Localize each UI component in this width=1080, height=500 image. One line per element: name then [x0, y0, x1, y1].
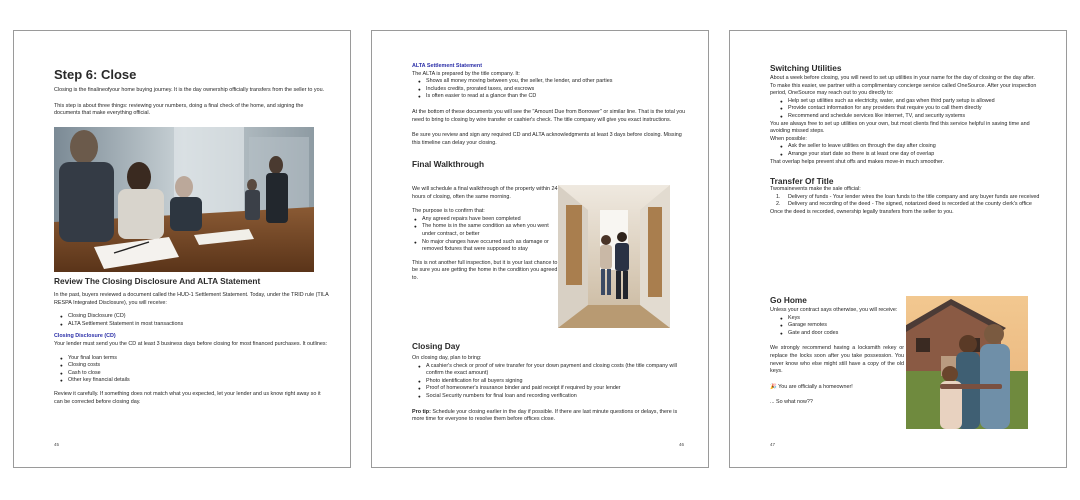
alta-paragraph-3: Be sure you review and sign any required CD and ALTA acknowledgments at least 3 days before closing. Missing this timeline can delay your closing. — [412, 132, 682, 146]
intro-text-2: This step is about three things: reviewing your numbers, doing a final check of the home, and signing the documents that make everything official. — [54, 102, 304, 117]
cd-heading: Closing Disclosure (CD) — [54, 333, 116, 340]
alta-heading: ALTA Settlement Statement — [412, 63, 482, 69]
list-item: ● Photo identification for all buyers signing — [416, 378, 688, 386]
utilities-text-2: To make this easier, we partner with a complimentary concierge service called OneSource. After your inspection period, OneSource may reach out to you directly to: — [770, 82, 1037, 97]
list-item: ● ALTA Settlement Statement in most transactions — [58, 321, 330, 329]
review-text: In the past, buyers reviewed a document called the HUD-1 Settlement Statement. Today, under the TRID rule (TILA RESPA Integrated Disclosure), you will receive: — [54, 292, 329, 306]
walkthrough-list — [412, 216, 558, 254]
list-item: ● Closing costs — [58, 362, 330, 370]
pro-tip-label: Pro tip: — [412, 408, 431, 415]
page-number: 47 — [770, 442, 776, 447]
pro-tip-text: Schedule your closing earlier in the day if possible. If there are last minute questions or delays, there is more time for everyone to resolve them before offices close. — [412, 408, 678, 423]
transfer-footer: Once the deed is recorded, ownership legally transfers from the seller to you. — [770, 208, 954, 215]
list-item: ● A cashier's check or proof of wire transfer for your down payment and closing costs (the title company will confirm the exact amount) — [416, 363, 688, 378]
list-item: ● Closing Disclosure (CD) — [58, 313, 330, 321]
list-item: ● Includes credits, prorated taxes, and escrows — [416, 86, 688, 94]
homeowner-text: You are officially a homeowner! — [778, 383, 853, 390]
walkthrough-text: We will schedule a final walkthrough of the property within 24 hours of closing, often the same morning. — [412, 186, 558, 200]
transfer-text: Twomainevents make the sale official: — [770, 186, 861, 193]
list-item: ● Is often easier to read at a glance than the CD — [416, 93, 688, 101]
party-icon: 🎉 — [770, 383, 777, 390]
list-item: ● Social Security numbers for final loan and recording verification — [416, 393, 688, 401]
transfer-list — [770, 194, 1046, 209]
review-list — [58, 313, 330, 328]
closing-day-list — [416, 363, 688, 401]
closing-day-text: On closing day, plan to bring: — [412, 355, 482, 361]
closing-meeting-photo — [54, 127, 314, 272]
go-home-paragraph: We strongly recommend having a locksmith rekey or replace the locks soon after you take possession. You never know who else might still have a copy of the old keys. — [770, 345, 904, 375]
list-item: 2. Delivery and recording of the deed - The signed, notarized deed is recorded at the county clerk's office — [776, 201, 1032, 208]
list-item: ● Provide contact information for any providers that require you to call them directly — [778, 105, 1046, 113]
list-item: 1. Delivery of funds - Your lender wires the loan funds to the title company and any buyer funds are received — [776, 193, 1040, 200]
list-item: ● Gate and door codes — [778, 330, 904, 338]
list-item: ● Keys — [778, 315, 904, 323]
utilities-heading: Switching Utilities — [770, 63, 842, 73]
family-home-photo — [906, 296, 1028, 429]
list-item: ● Arrange your start date so there is at least one day of overlap — [778, 151, 1046, 159]
cd-footer: Review it carefully. If something does not match what you expected, let your lender and us know right away so it can be corrected before closing day. — [54, 390, 321, 405]
list-item: ● No major changes have occurred such as damage or removed fixtures that were supposed to stay — [412, 239, 558, 254]
utilities-list-2 — [778, 143, 1046, 158]
walkthrough-heading: Final Walkthrough — [412, 159, 485, 170]
walkthrough-purpose: The purpose is to confirm that: — [412, 208, 485, 215]
alta-text: The ALTA is prepared by the title company. It: — [412, 70, 520, 77]
go-home-heading: Go Home — [770, 295, 807, 305]
list-item: ● Recommend and schedule services like internet, TV, and security systems — [778, 113, 1046, 121]
walkthrough-footer: This is not another full inspection, but it is your last chance to be sure you are getting the home in the condition you agreed to. — [412, 259, 558, 281]
page-45 — [13, 30, 351, 468]
utilities-list — [778, 98, 1046, 121]
utilities-when: When possible: — [770, 135, 807, 142]
list-item: ● Any agreed repairs have been completed — [412, 216, 558, 224]
page-number: 46 — [678, 442, 684, 447]
what-now-text: ... So what now?? — [770, 399, 813, 406]
closing-day-heading: Closing Day — [412, 341, 460, 351]
transfer-heading: Transfer Of Title — [770, 176, 834, 187]
list-item: ● The home is in the same condition as when you went under contract, or better — [412, 223, 558, 238]
list-item: ● Your final loan terms — [58, 355, 330, 363]
alta-paragraph-2: At the bottom of these documents you will see the "Amount Due from Borrower" or similar line. That is the total you need to bring to closing by wire transfer or cashier's check. The title company will give you exact instructions. — [412, 108, 686, 123]
cd-list — [58, 355, 330, 385]
list-item: ● Help set up utilities such as electricity, water, and gas when third party setup is allowed — [778, 98, 1046, 106]
go-home-list — [778, 315, 904, 338]
page-47 — [729, 30, 1067, 468]
utilities-footer: That overlap helps prevent shut offs and makes move-in much smoother. — [770, 158, 944, 165]
cd-text: Your lender must send you the CD at least 3 business days before closing for most financed purchases. It outlines: — [54, 340, 328, 347]
page-number: 45 — [54, 442, 60, 447]
walkthrough-photo — [558, 185, 670, 328]
review-heading: Review The Closing Disclosure And ALTA Statement — [54, 276, 261, 286]
list-item: ● Other key financial details — [58, 377, 330, 385]
intro-text: Closing is the finalineofyour home buying journey. It is the day ownership officially transfers from the seller to you. — [54, 87, 325, 93]
list-item: ● Shows all money moving between you, the seller, the lender, and other parties — [416, 78, 688, 86]
go-home-text: Unless your contract says otherwise, you will receive: — [770, 307, 898, 313]
page-46 — [371, 30, 709, 468]
utilities-text-3: You are always free to set up utilities on your own, but most clients find this service helpful in saving time and avoiding missed steps. — [770, 120, 1030, 135]
utilities-text: About a week before closing, you will need to set up utilities in your name for the day of closing or the day after. — [770, 75, 1035, 81]
page-title: Step 6: Close — [54, 67, 137, 82]
list-item: ● Ask the seller to leave utilities on through the day after closing — [778, 143, 1046, 151]
pro-tip — [412, 409, 688, 424]
list-item: ● Cash to close — [58, 370, 330, 378]
list-item: ● Proof of homeowner's insurance binder and paid receipt if required by your lender — [416, 385, 688, 393]
alta-list — [416, 78, 688, 101]
list-item: ● Garage remotes — [778, 322, 904, 330]
